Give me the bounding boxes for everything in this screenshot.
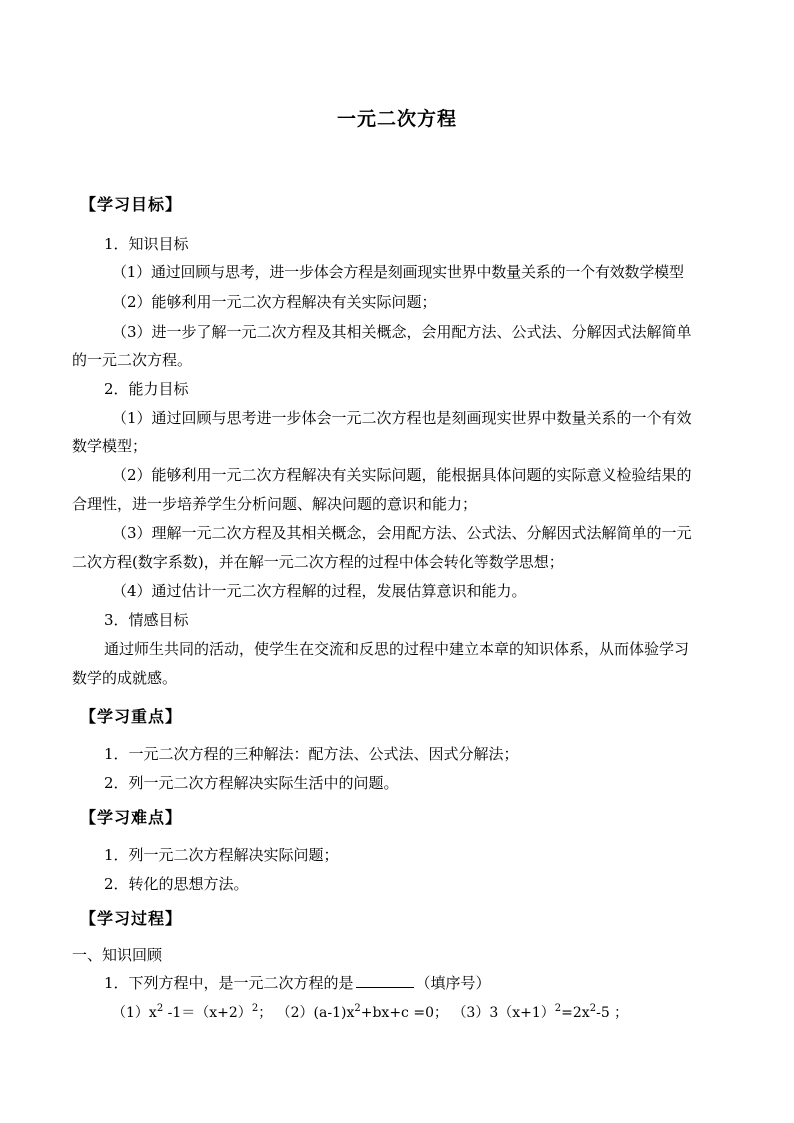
- keypoint-item-1: 1．一元二次方程的三种解法：配方法、公式法、因式分解法；: [104, 745, 519, 763]
- ability-goal-item-1-cont: 数学模型；: [72, 437, 148, 455]
- knowledge-goal-item-3: （3）进一步了解一元二次方程及其相关概念，会用配方法、公式法、分解因式法解简单: [112, 323, 692, 341]
- keypoint-item-2: 2．列一元二次方程解决实际生活中的问题。: [104, 774, 399, 792]
- knowledge-goal-item-1: （1）通过回顾与思考，进一步体会方程是刻画现实世界中数量关系的一个有效数学模型: [112, 263, 684, 281]
- equation-1: $(1)x^2$ $-1=(x+2)^2$；: [112, 1003, 273, 1021]
- section-heading-difficulties: 【学习难点】: [80, 808, 183, 827]
- ability-goal-item-4: （4）通过估计一元二次方程解的过程，发展估算意识和能力。: [112, 582, 527, 600]
- ability-goal-item-3-cont: 二次方程(数字系数)，并在解一元二次方程的过程中体会转化等数学思想；: [72, 553, 564, 571]
- answer-blank[interactable]: [356, 973, 414, 988]
- knowledge-goal-item-3-cont: 的一元二次方程。: [72, 351, 193, 369]
- difficulty-item-1: 1．列一元二次方程解决实际问题；: [104, 846, 339, 864]
- ability-goal-item-2: （2）能够利用一元二次方程解决有关实际问题，能根据具体问题的实际意义检验结果的: [112, 466, 692, 484]
- emotion-goal-label: 3．情感目标: [104, 611, 189, 629]
- equation-3: $(3)3(x+1)^2=2x^2-5$ ；: [452, 1003, 629, 1021]
- equation-2: $(2)(a-1)x^2+bx+c =0$；: [276, 1003, 448, 1021]
- ability-goal-item-2-cont: 合理性，进一步培养学生分析问题、解决问题的意识和能力；: [72, 495, 478, 513]
- section-heading-keypoints: 【学习重点】: [80, 707, 183, 726]
- page-title: 一元二次方程: [336, 108, 457, 130]
- knowledge-goal-label: 1．知识目标: [104, 235, 189, 253]
- knowledge-goal-item-2: （2）能够利用一元二次方程解决有关实际问题；: [112, 293, 437, 311]
- emotion-goal-text: 通过师生共同的活动，使学生在交流和反思的过程中建立本章的知识体系，从而体验学习: [104, 640, 690, 658]
- question-1-hint: （填序号）: [415, 974, 491, 992]
- section-heading-process: 【学习过程】: [80, 909, 183, 928]
- equation-list: [112, 1003, 628, 1023]
- question-1-text: 1．下列方程中，是一元二次方程的是: [104, 974, 354, 992]
- question-1: [104, 973, 491, 993]
- emotion-goal-text-cont: 数学的成就感。: [72, 669, 178, 687]
- ability-goal-label: 2．能力目标: [104, 380, 189, 398]
- ability-goal-item-3: （3）理解一元二次方程及其相关概念，会用配方法、公式法、分解因式法解简单的一元: [112, 524, 692, 542]
- section-heading-goals: 【学习目标】: [80, 195, 183, 214]
- ability-goal-item-1: （1）通过回顾与思考进一步体会一元二次方程也是刻画现实世界中数量关系的一个有效: [112, 409, 692, 427]
- process-part-1-title: 一、知识回顾: [72, 946, 163, 964]
- difficulty-item-2: 2．转化的思想方法。: [104, 875, 249, 893]
